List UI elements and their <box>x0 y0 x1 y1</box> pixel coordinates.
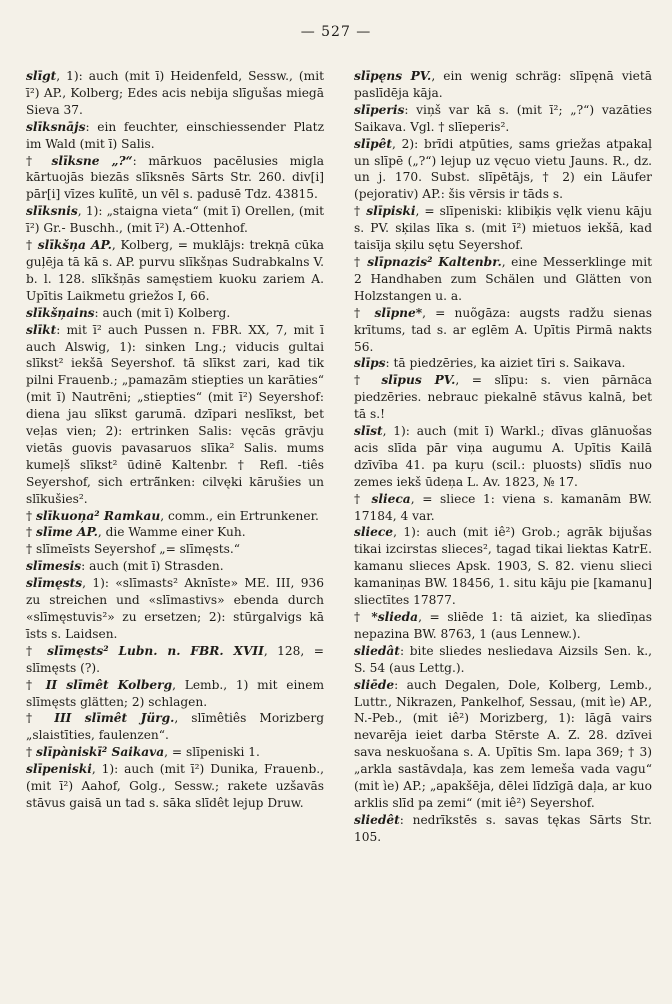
entry-headword: slīpnazis² Kaltenbr. <box>367 254 502 269</box>
dictionary-entry: † slīkšņa AP., Kolberg, = muklājs: trekņā cūka guļēja tā kā s. AP. purvu slīkšņas Sudrabkalns V. b. l. 128. slīkšņās samęstiem kuoku zariem A. Upītis Laikmetu griežos I, 66. <box>26 238 325 303</box>
dictionary-entry: sliēde: auch Degalen, Dole, Kolberg, Lemb., Luttr., Nikrazen, Pankelhof, Sessau, (mit ìe) AP., N.-Peb., (mit iê²) Morizberg, 1): lāgā vairs nevarēja ieiet darba Stērste A. Z. 28. dzīvei sava neskuošana s. A. Upītis Sm. lapa 369; † 3) „arkla sastāvdaļa, kas zem lemeša vada vagu“ (mit ìe) AP.; „apakšēja, dēlei līdzīgā daļa, ar kuo arklis slīd pa zemi“ (mit iê²) Seyershof. <box>354 677 652 810</box>
dictionary-entry: † II slīmêt Kolberg, Lemb., 1) mit einem slīmęsts glätten; 2) schlagen. <box>26 677 324 709</box>
dictionary-entry: slīps: tā piedzēries, ka aiziet tīri s. Saikava. <box>354 356 626 371</box>
entry-headword: slīkuoņa² Ramkau <box>35 508 161 523</box>
dictionary-entry: † slieca, = sliece 1: viena s. kamanām BW. 17184, 4 var. <box>354 491 653 523</box>
dictionary-entry: † slīpnazis² Kaltenbr., eine Messerklinge mit 2 Handhaben zum Schälen und Glätten von Holzstangen u. a. <box>354 254 652 303</box>
entry-headword: slīpêt <box>354 136 393 151</box>
dictionary-entry: sliece, 1): auch (mit iê²) Grob.; agrāk bijušas tikai izcirstas slieces², tagad tikai liektas KatrE. kamanu slieces Apsk. 1903, S. 82. vienu slieci kamaniņas BW. 18456, 1. situ kāju pie [kamanu] sliectītes 17877. <box>354 525 652 608</box>
dictionary-entry: slīmęsts, 1): «slīmasts² Aknīste» ME. III, 936 zu streichen und «slīmastivs» ebenda durch «slīmęstuvis²» zu ersetzen; 2): stūrgalvigs kā īsts s. Laidsen. <box>26 576 324 641</box>
page-number: — 527 — <box>300 24 372 40</box>
entry-headword: *slieda <box>371 610 419 624</box>
dictionary-entry: slīkšņains: auch (mit ī) Kolberg. <box>26 305 231 320</box>
dictionary-entry: slīpęns PV., ein wenig schräg: slīpęnā vietā paslīdēja kāja. <box>354 69 653 100</box>
entry-headword: slīmesis <box>26 559 82 574</box>
entry-headword: slīpus PV. <box>381 373 456 388</box>
dictionary-entry: slīksnis, 1): „staigna vieta“ (mit ī) Orellen, (mit ī²) Gr.- Buschh., (mit ī²) A.-Ottenhof. <box>26 204 324 236</box>
entry-headword: sliedêt <box>354 812 400 827</box>
entry-headword: sliēde <box>354 677 395 692</box>
entry-headword: slīkt <box>26 322 57 337</box>
dictionary-entry: slīperis: viņš var kā s. (mit ī²; „?“) vazāties Saikava. Vgl. † slīeperis². <box>354 102 652 134</box>
entry-headword: slīpeniski <box>26 762 92 777</box>
entry-headword: slīmęsts² Lubn. n. FBR. XVII <box>47 643 264 658</box>
dictionary-entry: † *slieda, = sliēde 1: tā aiziet, ka sliedīņas nepazina BW. 8763, 1 (aus Lennew.). <box>354 610 652 641</box>
dictionary-entry: † slīksne „?“: mārkuos pacēlusies migla kārtuojās biezās slīksnēs Sārts Str. 260. div[i] pār[i] vīzes kulītē, un vēl s. padusē Tdz. 43815. <box>26 153 325 202</box>
dictionary-entry: † slīpàniskī² Saikava, = slīpeniski 1. <box>26 745 260 760</box>
dictionary-entry: slīpêt, 2): brīdi atpūties, sams griežas atpakaļ un slīpē („?“) lejup uz vęcuo vietu Jauns. R., dz. un j. 170. Subst. slīpētājs, † 2) ein Läufer (pejorativ) AP.: šis vērsis ir tāds s. <box>354 136 652 202</box>
dictionary-entry: † slīpus PV., = slīpu: s. vien pārnāca piedzēries. nebrauc piekalnē stāvus kalnā, bet tā s.! <box>354 373 653 422</box>
dictionary-entry: slīst, 1): auch (mit ī) Warkl.; dīvas glānuošas acis slīda pār viņa augumu A. Upītis Kailā dzīvība 41. pa kuŗu (scil.: pluosts) slīdīs nuo zemes iekš ūdeņa L. Av. 1823, № 17. <box>354 424 652 489</box>
entry-headword: sliece <box>354 525 394 540</box>
entry-headword: slīperis <box>354 102 405 117</box>
dictionary-entry: slīksnājs: ein feuchter, einschiessender Platz im Wald (mit ī) Salis. <box>26 119 324 151</box>
dictionary-entry: † III slīmêt Jürg., slīmêtiês Morizberg „slaistīties, faulenzen“. <box>26 711 324 743</box>
entry-headword: slīps <box>354 356 386 371</box>
dictionary-entry: † slīpne*, = nuõgāza: augsts radžu sienas krītums, tad s. ar eglēm A. Upītis Pirmā nakts 56. <box>354 305 653 354</box>
dictionary-entry: † slīkuoņa² Ramkau, comm., ein Ertrunkener. <box>26 508 319 523</box>
entry-headword: slīpiski <box>366 204 416 219</box>
dictionary-entry: sliedêt: nedrīkstēs s. savas tękas Sārts Str. 105. <box>354 812 652 844</box>
dictionary-entry: † slīme AP., die Wamme einer Kuh. <box>26 525 246 540</box>
dictionary-entry: slīpeniski, 1): auch (mit ī²) Dunika, Frauenb., (mit ī²) Aahof, Golg., Sessw.; rakete uzšavās stāvus gaisā un tad s. sāka slīdêt lejup Druw. <box>26 762 324 810</box>
entry-headword: slīksnis <box>26 204 78 219</box>
entry-headword: II slīmêt Kolberg <box>45 677 173 692</box>
entry-headword: slīksne „?“ <box>51 153 133 168</box>
entry-headword: slīpne* <box>374 305 423 320</box>
entry-headword: slīkšņa AP. <box>37 238 112 253</box>
dictionary-entry: † slīpiski, = slīpeniski: klibiķis vęlk vienu kāju s. PV. sķilas līka s. (mit ī²) mietuos iekšā, kad taisīja sķilu sętu Seyershof. <box>354 204 652 253</box>
entry-headword: slīst <box>354 424 383 439</box>
entry-headword: slīksnājs <box>26 119 86 134</box>
entry-headword: slīpęns PV. <box>354 69 432 83</box>
entry-headword: slīgt <box>26 69 57 83</box>
entry-headword: slīkšņains <box>26 305 95 320</box>
dictionary-entry: † slīmeīsts Seyershof „= slīmęsts.“ <box>26 542 241 557</box>
entry-headword: slīpàniskī² Saikava <box>35 745 165 760</box>
right-column <box>354 68 652 846</box>
dictionary-entry: † slīmęsts² Lubn. n. FBR. XVII, 128, = slīmęsts (?). <box>26 643 324 675</box>
entry-headword: slīme AP. <box>35 525 98 540</box>
dictionary-entry: sliedât: bite sliedes nesliedava Aizsils Sen. k., S. 54 (aus Lettg.). <box>354 643 652 675</box>
entry-headword: slīmęsts <box>26 576 83 591</box>
dictionary-entry: slīkt: mit ī² auch Pussen n. FBR. XX, 7, mit ī auch Alswig, 1): sinken Lng.; viducis gultai slīkst² iekšā Seyershof. tā slīkst zari, kad tik pilni Frauenb.; „pamazām stiepties un karāties“ (mit ī) Nautrēni; „stiepties“ (mit ī²) Seyershof: diena jau slīkst garumā. dzīpari neslīkst, bet veļas vien; 2): ertrinken Salis: vęcās grāvju vietās guovis pavasaruos slīka² Salis. mums kumeļš slīkst² ūdinē Kaltenbr. † Refl. -tiês Seyershof, sich erträ̈nken: cilvęki kārušies un slīkušies². <box>26 322 324 506</box>
left-column <box>26 68 324 812</box>
entry-headword: slieca <box>371 491 411 506</box>
dictionary-entry: slīmesis: auch (mit ī) Strasden. <box>26 559 224 574</box>
entry-headword: sliedât <box>354 643 400 658</box>
entry-headword: III slīmêt Jürg. <box>54 711 175 726</box>
dictionary-entry: slīgt, 1): auch (mit ī) Heidenfeld, Sessw., (mit ī²) AP., Kolberg; Edes acis nebija slīgušas miegā Sieva 37. <box>26 69 324 117</box>
